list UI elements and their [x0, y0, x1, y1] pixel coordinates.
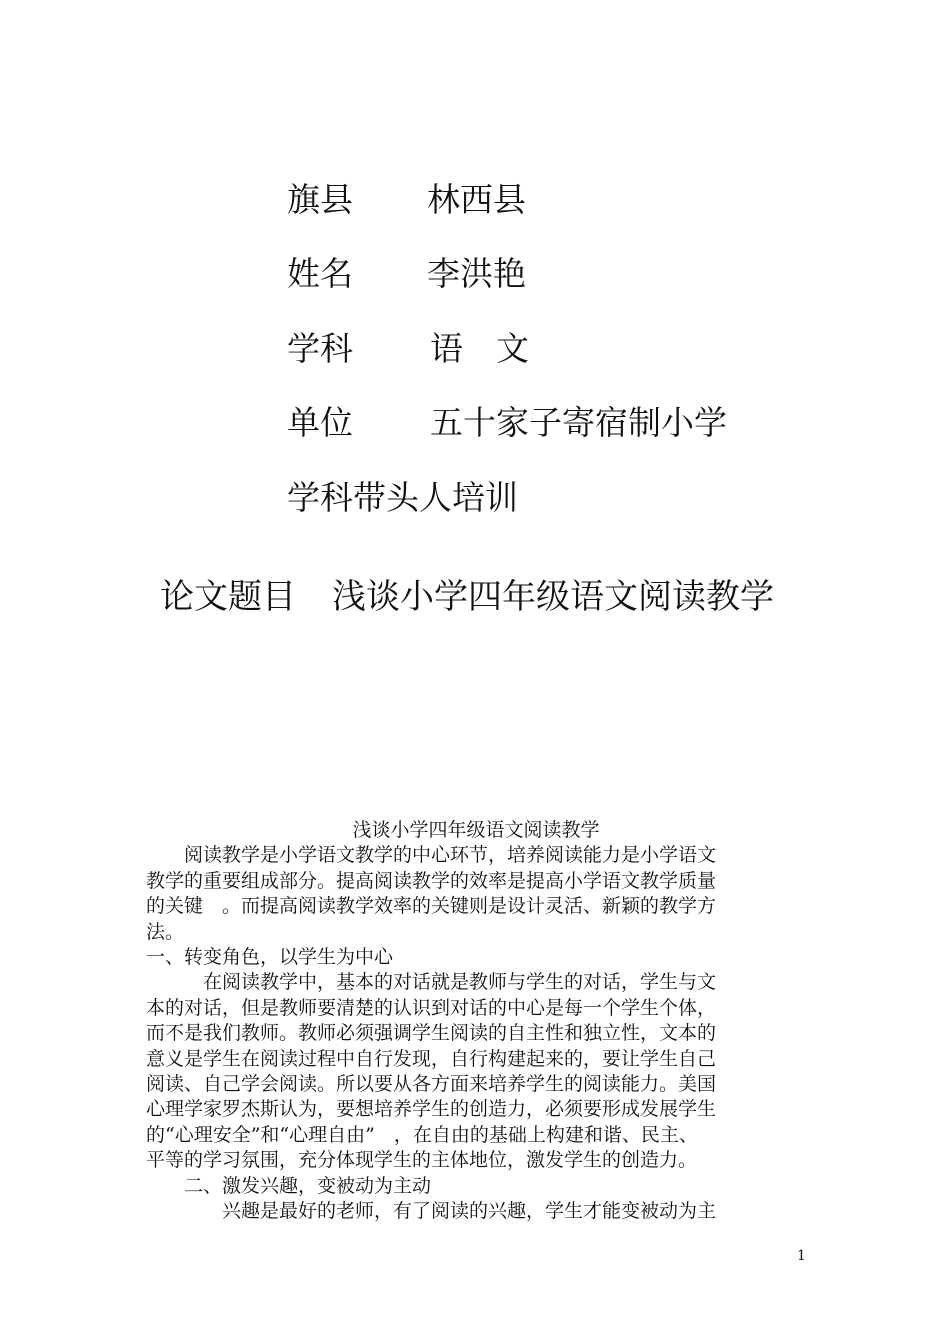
article-line: 法。	[146, 920, 185, 943]
info-row-training	[287, 478, 518, 518]
thesis-title-row	[160, 576, 774, 618]
article-title: 浅谈小学四年级语文阅读教学	[352, 819, 600, 841]
article-line: 兴趣是最好的老师，有了阅读的兴趣，学生才能变被动为主	[146, 1200, 717, 1223]
page-number: 1	[797, 1248, 806, 1264]
article-body	[146, 818, 826, 1225]
thesis-label: 论文题目	[160, 577, 296, 617]
info-row-county	[287, 180, 526, 220]
article-line: 心理学家罗杰斯认为，要想培养学生的创造力，必须要形成发展学生	[146, 1098, 717, 1121]
article-line: 平等的学习氛围，充分体现学生的主体地位，激发学生的创造力。	[146, 1149, 698, 1172]
county-value: 林西县	[427, 180, 526, 219]
section-heading-1: 一、转变角色，以学生为中心	[146, 946, 394, 969]
article-line: 意义是学生在阅读过程中自行发现，自行构建起来的，要让学生自己	[146, 1047, 717, 1070]
subject-value: 语 文	[430, 329, 529, 368]
article-line: 而不是我们教师。教师必须强调学生阅读的自主性和独立性，文本的	[146, 1022, 717, 1045]
article-line: 的“心理安全”和“心理自由” ，在自由的基础上构建和谐、民主、	[146, 1123, 698, 1146]
article-line: 在阅读教学中，基本的对话就是教师与学生的对话，学生与文	[146, 971, 717, 994]
thesis-title: 浅谈小学四年级语文阅读教学	[332, 577, 774, 617]
article-line: 本的对话，但是教师要清楚的认识到对话的中心是每一个学生个体，	[146, 996, 717, 1019]
unit-label: 单位	[287, 403, 353, 442]
subject-label: 学科	[287, 329, 353, 368]
name-value: 李洪艳	[427, 254, 526, 293]
section-heading-2: 二、激发兴趣，变被动为主动	[146, 1174, 432, 1197]
info-row-name	[287, 254, 526, 294]
info-row-subject	[287, 329, 529, 369]
article-line: 阅读、自己学会阅读。所以要从各方面来培养学生的阅读能力。美国	[146, 1073, 717, 1096]
info-row-unit	[287, 403, 727, 443]
article-line: 阅读教学是小学语文教学的中心环节，培养阅读能力是小学语文	[146, 844, 717, 867]
county-label: 旗县	[287, 180, 353, 219]
unit-value: 五十家子寄宿制小学	[430, 403, 727, 442]
name-label: 姓名	[287, 254, 353, 293]
article-line: 的关键 。而提高阅读教学效率的关键则是设计灵活、新颖的教学方	[146, 895, 717, 918]
article-line: 教学的重要组成部分。提高阅读教学的效率是提高小学语文教学质量	[146, 869, 717, 892]
training-label: 学科带头人培训	[287, 478, 518, 517]
